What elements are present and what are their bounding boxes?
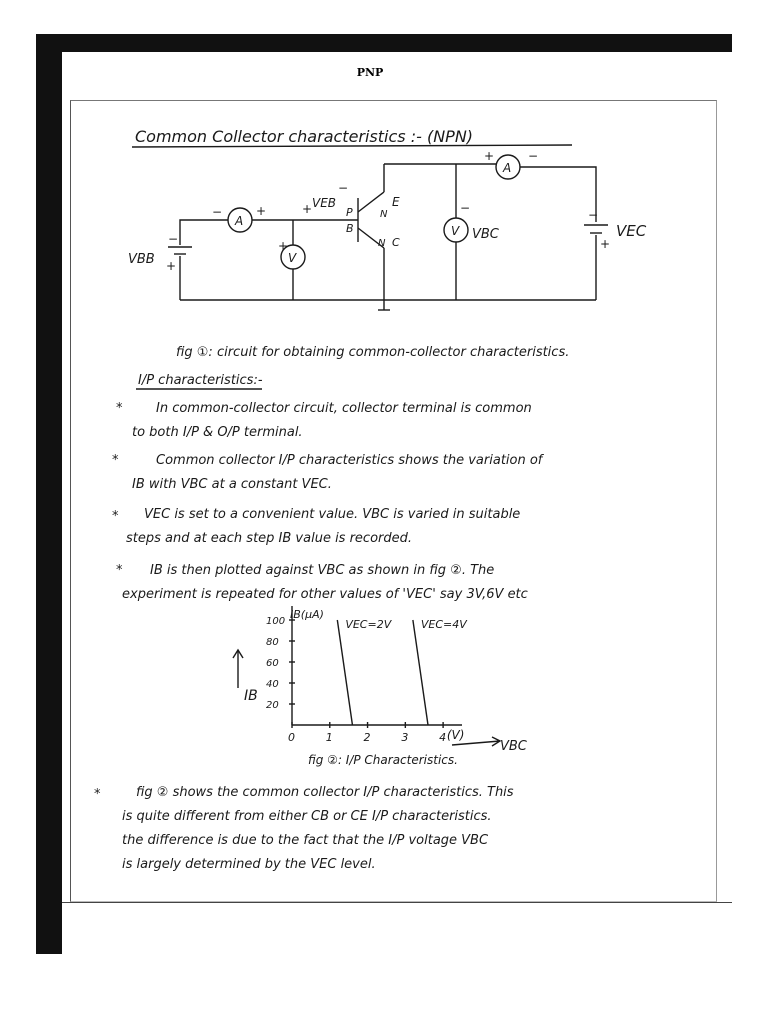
ammeter-out-minus: − <box>528 149 539 163</box>
veb-minus: − <box>338 181 349 195</box>
bullet-list <box>112 401 545 602</box>
chart-series-lines <box>337 618 468 725</box>
bullet-3-line-1: VEC is set to a convenient value. VBC is varied in suitable <box>144 507 521 522</box>
series-label: VEC=4V <box>420 618 467 631</box>
bullet-1-line-2: to both I/P & O/P terminal. <box>132 425 303 440</box>
voltmeter-input-label: V <box>288 251 297 265</box>
chart-y-axis-name: IB <box>244 688 258 704</box>
ammeter-output-label: A <box>503 161 512 175</box>
ammeter-out-plus: + <box>484 149 495 163</box>
y-tick-label: 80 <box>266 637 279 648</box>
vbb-minus: − <box>168 232 179 246</box>
vbc-meter-label: VBC <box>472 227 499 242</box>
voltmeter-plus: + <box>278 239 289 253</box>
notes-heading: Common Collector characteristics :- (NPN) <box>135 127 474 146</box>
chart-y-ticks <box>266 616 295 711</box>
y-tick-label: 60 <box>266 658 279 669</box>
x-tick-label: 1 <box>325 731 333 744</box>
conclusion-line-4: is largely determined by the VEC level. <box>122 857 376 872</box>
transistor-n-bottom-label: N <box>378 238 386 249</box>
chart-x-unit-label: (V) <box>446 728 465 742</box>
page-title: PNP <box>356 66 384 79</box>
vec-label: VEC <box>616 222 647 240</box>
y-tick-label: 100 <box>266 616 286 627</box>
x-tick-label: 4 <box>439 731 447 744</box>
vbb-plus: + <box>166 259 177 273</box>
ammeter-plus: + <box>256 204 267 218</box>
bullet-mark-2: * <box>112 453 119 468</box>
bullet-mark-3: * <box>112 509 119 524</box>
veb-label: VEB <box>312 196 337 210</box>
fig2-caption: fig ②: I/P Characteristics. <box>308 753 458 767</box>
circuit-diagram <box>128 149 647 310</box>
y-tick-label: 40 <box>266 679 279 690</box>
bullet-1-line-1: In common-collector circuit, collector terminal is common <box>156 401 532 416</box>
conclusion-paragraph <box>94 785 514 872</box>
x-tick-label: 2 <box>363 731 371 744</box>
bullet-2-line-2: IB with VBC at a constant VEC. <box>132 477 332 492</box>
transistor-e-label: E <box>392 195 400 209</box>
veb-plus: + <box>302 202 313 216</box>
voltmeter-output-label: V <box>451 224 460 238</box>
vbc-meter-minus: − <box>460 201 471 215</box>
vec-minus: − <box>588 208 599 222</box>
transistor-p-label: P <box>346 206 353 219</box>
bullet-mark-1: * <box>116 401 123 416</box>
bullet-4-line-1: IB is then plotted against VBC as shown in fig ②. The <box>150 563 495 578</box>
input-characteristics-chart <box>233 606 528 754</box>
series-line <box>337 620 352 725</box>
chart-y-unit-label: IB(μA) <box>290 608 324 621</box>
conclusion-line-3: the difference is due to the fact that the I/P voltage VBC <box>122 833 489 848</box>
bullet-mark-4: * <box>116 563 123 578</box>
conclusion-bullet-mark: * <box>94 787 101 802</box>
bullet-2-line-1: Common collector I/P characteristics shows the variation of <box>156 453 543 468</box>
transistor-n-top-label: N <box>380 209 388 220</box>
fig1-caption: fig ①: circuit for obtaining common-collector characteristics. <box>176 345 570 360</box>
wire-top-left <box>180 220 228 245</box>
series-label: VEC=2V <box>345 618 392 631</box>
ammeter-minus: − <box>212 205 223 219</box>
bullet-4-line-2: experiment is repeated for other values of 'VEC' say 3V,6V etc <box>122 587 528 602</box>
transistor-b-label: B <box>346 222 354 235</box>
transistor-c-label: C <box>392 236 400 249</box>
ammeter-input-label: A <box>235 214 244 228</box>
y-tick-label: 20 <box>266 700 279 711</box>
chart-x-axis-name: VBC <box>500 739 527 754</box>
vec-plus: + <box>600 237 611 251</box>
series-line <box>413 620 428 725</box>
wire-to-vec <box>520 167 599 222</box>
section-heading: I/P characteristics:- <box>138 373 263 388</box>
bullet-3-line-2: steps and at each step IB value is recorded. <box>126 531 413 546</box>
conclusion-line-2: is quite different from either CB or CE I/P characteristics. <box>122 809 492 824</box>
x-tick-label: 0 <box>288 731 295 744</box>
conclusion-line-1: fig ② shows the common collector I/P characteristics. This <box>136 785 514 800</box>
x-tick-label: 3 <box>401 731 409 744</box>
vbb-label: VBB <box>128 252 155 267</box>
